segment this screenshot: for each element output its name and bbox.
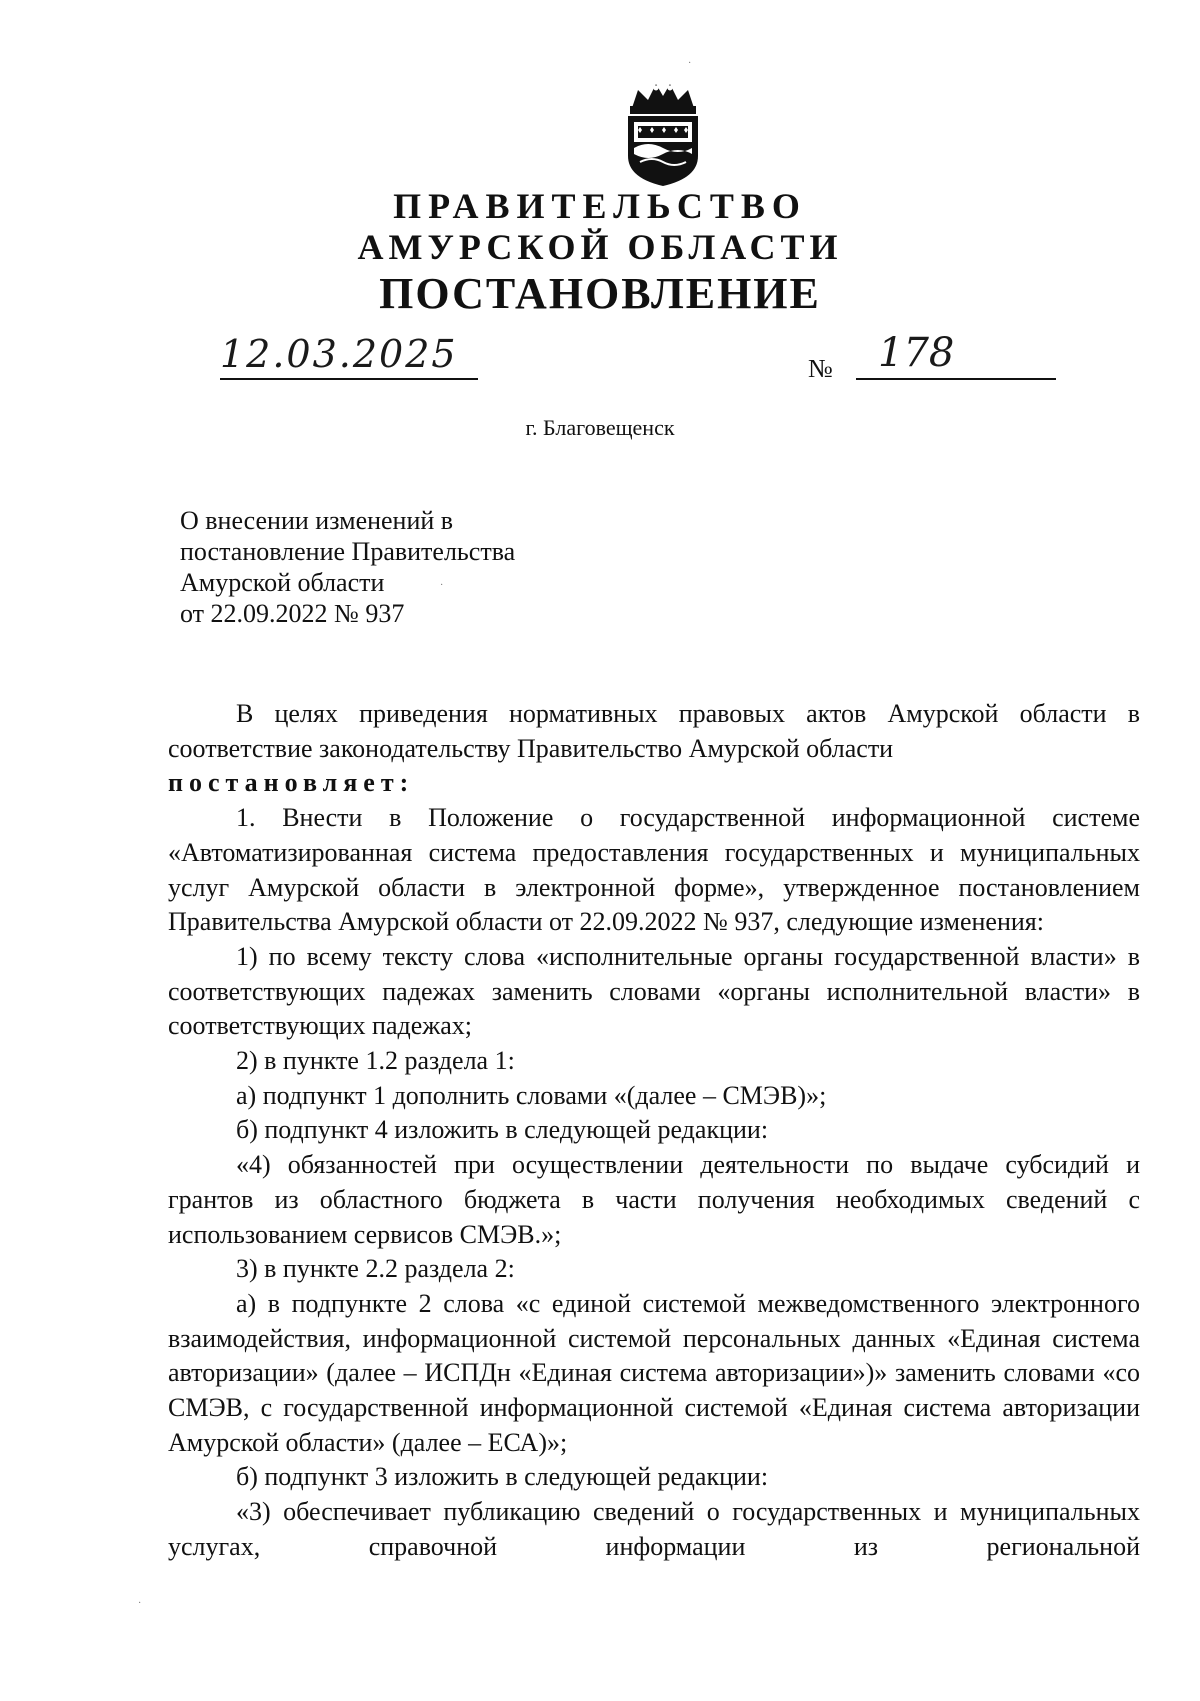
body-paragraph: «3) обеспечивает публикацию сведений о государственных и муниципальных услугах, справочной информации из региональной xyxy=(168,1497,1140,1561)
body-paragraph: 1) по всему тексту слова «исполнительные органы государственной власти» в соответствующих падежах заменить словами «органы исполнительной власти» в соответствующих падежах; xyxy=(168,941,1140,1041)
body-paragraph: 3) в пункте 2.2 раздела 2: xyxy=(236,1254,515,1284)
coat-of-arms-icon xyxy=(618,78,708,188)
body-paragraph: «4) обязанностей при осуществлении деятельности по выдаче субсидий и грантов из областного бюджета в части получения необходимых сведений с использованием сервисов СМЭВ.»; xyxy=(168,1150,1140,1249)
document-number: 178 xyxy=(878,330,955,376)
scan-speck: · xyxy=(440,580,444,591)
body-paragraph: б) подпункт 3 изложить в следующей редакции: xyxy=(236,1462,769,1492)
body-paragraph: В целях приведения нормативных правовых актов Амурской области в соответствие законодательству Правительство Амурской области xyxy=(168,699,1140,763)
subject-line: Амурской области xyxy=(180,568,385,597)
org-name-line2: АМУРСКОЙ ОБЛАСТИ xyxy=(357,227,843,267)
body-paragraph: 2) в пункте 1.2 раздела 1: xyxy=(236,1046,515,1076)
document-subject xyxy=(180,505,600,629)
body-paragraph: а) подпункт 1 дополнить словами «(далее – СМЭВ)»; xyxy=(236,1080,827,1110)
decree-word xyxy=(168,766,1140,801)
date-underline xyxy=(220,378,478,380)
body-paragraph: б) подпункт 4 изложить в следующей редакции: xyxy=(236,1115,769,1145)
body-paragraph: 1. Внести в Положение о государственной информационной системе «Автоматизированная система предоставления государственных и муниципальных услуг Амурской области в электронной форме», утвержденное постановлением Правительства Амурской области от 22.09.2022 № 937, следующие изменения: xyxy=(168,803,1140,937)
scan-speck: · xyxy=(688,58,692,69)
number-underline xyxy=(856,378,1056,380)
subject-line: О внесении изменений в xyxy=(180,506,454,535)
subject-line: от 22.09.2022 № 937 xyxy=(180,599,405,628)
document-body xyxy=(168,697,1140,1565)
document-type: ПОСТАНОВЛЕНИЕ xyxy=(379,269,821,318)
body-paragraph: а) в подпункте 2 слова «с единой системой межведомственного электронного взаимодействия, информационной системой персональных данных «Единая система авторизации» (далее – ИСПДн «Единая система авторизации»)» заменить словами «со СМЭВ, с государственной информационной системой «Единая система авторизации Амурской области» (далее – ЕСА)»; xyxy=(168,1288,1140,1457)
subject-line: постановление Правительства xyxy=(180,537,516,566)
org-name-line1: ПРАВИТЕЛЬСТВО xyxy=(393,186,807,226)
scan-speck: · xyxy=(138,1598,142,1609)
number-label: № xyxy=(808,354,833,383)
document-date: 12.03.2025 xyxy=(220,332,458,376)
decree-word-text: постановляет: xyxy=(168,768,415,798)
city-line: г. Благовещенск xyxy=(525,415,675,440)
